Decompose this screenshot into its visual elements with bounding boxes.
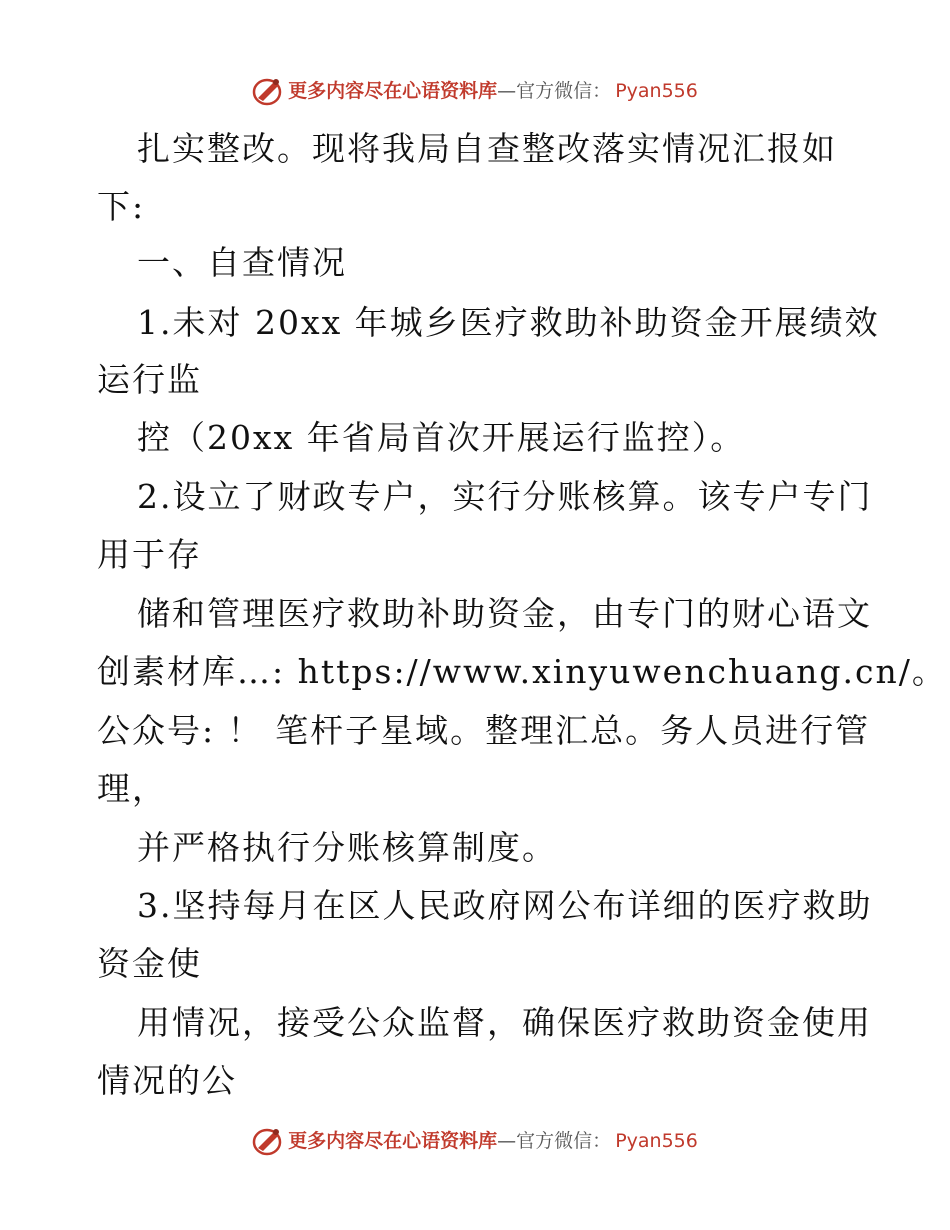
paragraph-line: 下: bbox=[97, 187, 146, 226]
banner-wechat-id: Pyan556 bbox=[615, 80, 698, 102]
section-heading: 一、自查情况 bbox=[137, 243, 347, 282]
header-watermark-banner bbox=[0, 76, 950, 106]
paragraph-line: 2.设立了财政专户，实行分账核算。该专户专门 bbox=[137, 477, 873, 516]
paragraph-line: 控（20xx 年省局首次开展运行监控）。 bbox=[137, 418, 746, 457]
pen-logo-icon bbox=[252, 76, 284, 106]
banner-wechat-label: —官方微信： bbox=[497, 80, 612, 102]
paragraph-line: 3.坚持每月在区人民政府网公布详细的医疗救助 bbox=[137, 886, 873, 925]
pen-logo-icon bbox=[252, 1126, 284, 1156]
paragraph-line: 扎实整改。现将我局自查整改落实情况汇报如 bbox=[137, 129, 837, 168]
banner-wechat-id: Pyan556 bbox=[615, 1130, 698, 1152]
banner-site-text: 更多内容尽在心语资料库 bbox=[288, 1130, 498, 1152]
banner-wechat-label: —官方微信： bbox=[497, 1130, 612, 1152]
paragraph-line: 1.未对 20xx 年城乡医疗救助补助资金开展绩效 bbox=[137, 303, 880, 342]
paragraph-line: 并严格执行分账核算制度。 bbox=[137, 828, 557, 867]
paragraph-line: 创素材库…: https://www.xinyuwenchuang.cn/。 bbox=[97, 652, 947, 691]
paragraph-line: 理， bbox=[97, 769, 167, 808]
paragraph-line: 运行监 bbox=[97, 360, 202, 399]
paragraph-line: 储和管理医疗救助补助资金，由专门的财心语文 bbox=[137, 594, 872, 633]
footer-watermark-banner bbox=[0, 1126, 950, 1156]
paragraph-line: 资金使 bbox=[97, 944, 202, 983]
paragraph-line: 用情况，接受公众监督，确保医疗救助资金使用 bbox=[137, 1003, 872, 1042]
paragraph-line: 公众号: ！ 笔杆子星域。整理汇总。务人员进行管 bbox=[97, 711, 871, 750]
banner-site-text: 更多内容尽在心语资料库 bbox=[288, 80, 498, 102]
paragraph-line: 用于存 bbox=[97, 535, 202, 574]
paragraph-line: 情况的公 bbox=[97, 1061, 237, 1100]
